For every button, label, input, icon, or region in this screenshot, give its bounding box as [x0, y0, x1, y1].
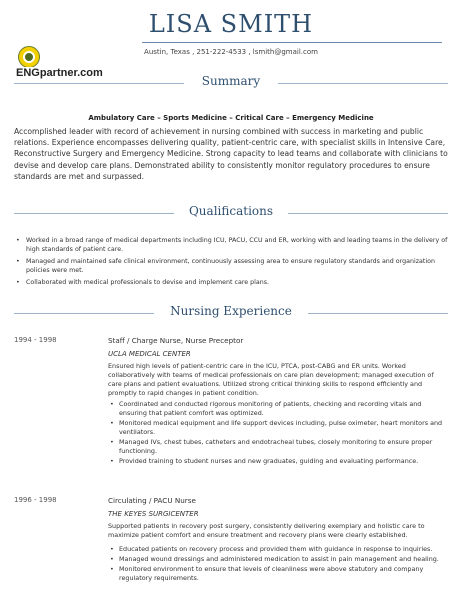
qualifications-rule-right	[288, 213, 448, 214]
job-employer: UCLA MEDICAL CENTER	[108, 350, 191, 358]
candidate-name: LISA SMITH	[148, 10, 314, 38]
list-item: • Educated patients on recovery process and provided them with guidance in response to inquiries.	[108, 545, 448, 554]
summary-heading: Summary	[201, 74, 261, 88]
list-item: • Coordinated and conducted rigorous monitoring of patients, checking and recording vitals and ensuring that patient comfort was optimized.	[108, 400, 448, 418]
list-item: • Collaborated with medical professionals to devise and implement care plans.	[14, 278, 454, 287]
job-employer: THE KEYES SURGICENTER	[108, 510, 199, 518]
experience-heading: Nursing Experience	[170, 304, 292, 318]
list-item: • Provided training to student nurses and new graduates, guiding and evaluating performance.	[108, 457, 448, 466]
list-item: • Monitored environment to ensure that levels of cleanliness were above statutory and company regulatory requirements.	[108, 565, 448, 583]
job-duties-list	[108, 400, 448, 467]
job-description: Ensured high levels of patient-centric care in the ICU, PTCA, post-CABG and ER units. Worked collaboratively with teams of medical professionals on care plan development; managed execution of care plans and patient evaluations. Utilized strong critical thinking skills to respond efficiently and promptly to rapid changes in patient condition.	[108, 362, 434, 397]
logo-text: ENGpartner.com	[16, 67, 103, 79]
list-item: • Managed wound dressings and administered medication to assist in pain management and healing.	[108, 555, 448, 564]
job-title: Circulating / PACU Nurse	[108, 496, 196, 505]
contact-info: Austin, Texas , 251-222-4533 , lsmith@gmail.com	[144, 48, 318, 56]
owl-badge-icon	[18, 46, 40, 68]
qualifications-heading: Qualifications	[188, 204, 274, 218]
summary-rule-right	[278, 83, 448, 84]
header-divider	[142, 42, 442, 43]
experience-rule-right	[308, 313, 448, 314]
summary-paragraph: Accomplished leader with record of achievement in nursing combined with success in marketing and public relations. Experience encompasses delivering quality, patient-centric care, with specialist skills in Intensive Care, Reconstructive Surgery and Emergency Medicine. Strong capacity to lead teams and collaborate with clinicians to devise and develop care plans. Demonstrated ability to consistently monitor regulatory procedures to ensure standards are met and surpassed.	[14, 127, 448, 181]
list-item: • Managed and maintained safe clinical environment, continuously assessing area to ensure regulatory standards and organization policies were met.	[14, 257, 454, 275]
owl-icon	[23, 51, 35, 63]
qualifications-list	[14, 236, 454, 290]
job-title: Staff / Charge Nurse, Nurse Preceptor	[108, 336, 244, 345]
job-duties-list	[108, 545, 448, 584]
list-item: • Managed IVs, chest tubes, catheters and endotracheal tubes, closely monitoring to ensure proper functioning.	[108, 438, 448, 456]
specialties-line: Ambulatory Care – Sports Medicine – Critical Care – Emergency Medicine	[88, 114, 374, 122]
list-item: • Worked in a broad range of medical departments including ICU, PACU, CCU and ER, working with and leading teams in the delivery of high standards of patient care.	[14, 236, 454, 254]
job-dates: 1994 - 1998	[14, 336, 57, 344]
job-description: Supported patients in recovery post surgery, consistently delivering exemplary and holistic care to maximize patient comfort and ensure treatment and recovery plans were clearly established.	[108, 522, 425, 539]
list-item: • Monitored medical equipment and life support devices including, pulse oximeter, heart monitors and ventilators.	[108, 419, 448, 437]
job-dates: 1996 - 1998	[14, 496, 57, 504]
